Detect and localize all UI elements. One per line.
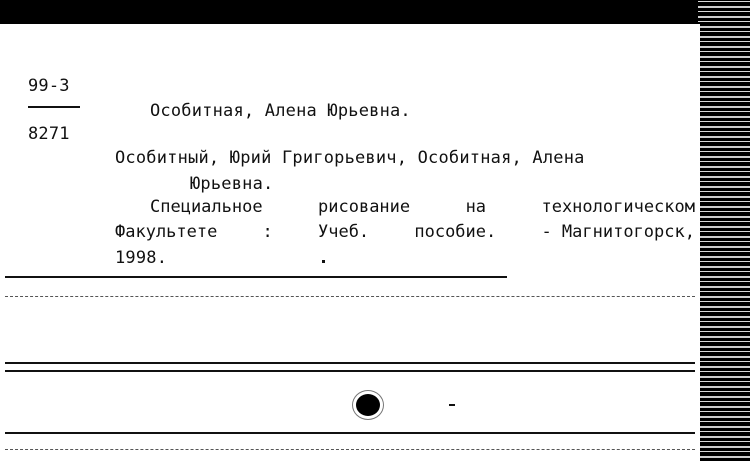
card-heading: Особитная, Алена Юрьевна. [150, 101, 411, 121]
punch-hole [356, 394, 380, 416]
publication-year: 1998. [115, 248, 168, 268]
authors-line-2: Юрьевна. [190, 174, 274, 194]
shelfmark-divider [28, 106, 80, 108]
title-word: Учеб. [317, 222, 370, 242]
scan-speck [322, 260, 325, 263]
title-word: на [465, 197, 487, 217]
scan-edge-noise [698, 0, 750, 461]
title-line-1 [150, 197, 695, 217]
card-dashed-rule [5, 296, 695, 297]
card-dashed-rule [5, 449, 695, 450]
title-line-2 [115, 222, 695, 242]
card-rule [5, 432, 695, 434]
title-word: пособие. [414, 222, 497, 242]
title-word: технологическом [541, 197, 695, 217]
shelfmark-top: 99-3 [28, 76, 70, 96]
title-word: рисование [318, 197, 411, 217]
title-word: Факультете [115, 222, 218, 242]
shelfmark-bottom: 8271 [28, 124, 70, 144]
title-word: : [262, 222, 273, 242]
card-rule [5, 362, 695, 364]
card-rule [5, 370, 695, 372]
title-word: Специальное [150, 197, 263, 217]
card-rule [5, 276, 507, 278]
authors-line-1: Особитный, Юрий Григорьевич, Особитная, Алена [115, 148, 585, 168]
scan-speck [449, 404, 455, 406]
title-word: - Магнитогорск, [541, 222, 695, 242]
catalog-card [0, 24, 700, 461]
